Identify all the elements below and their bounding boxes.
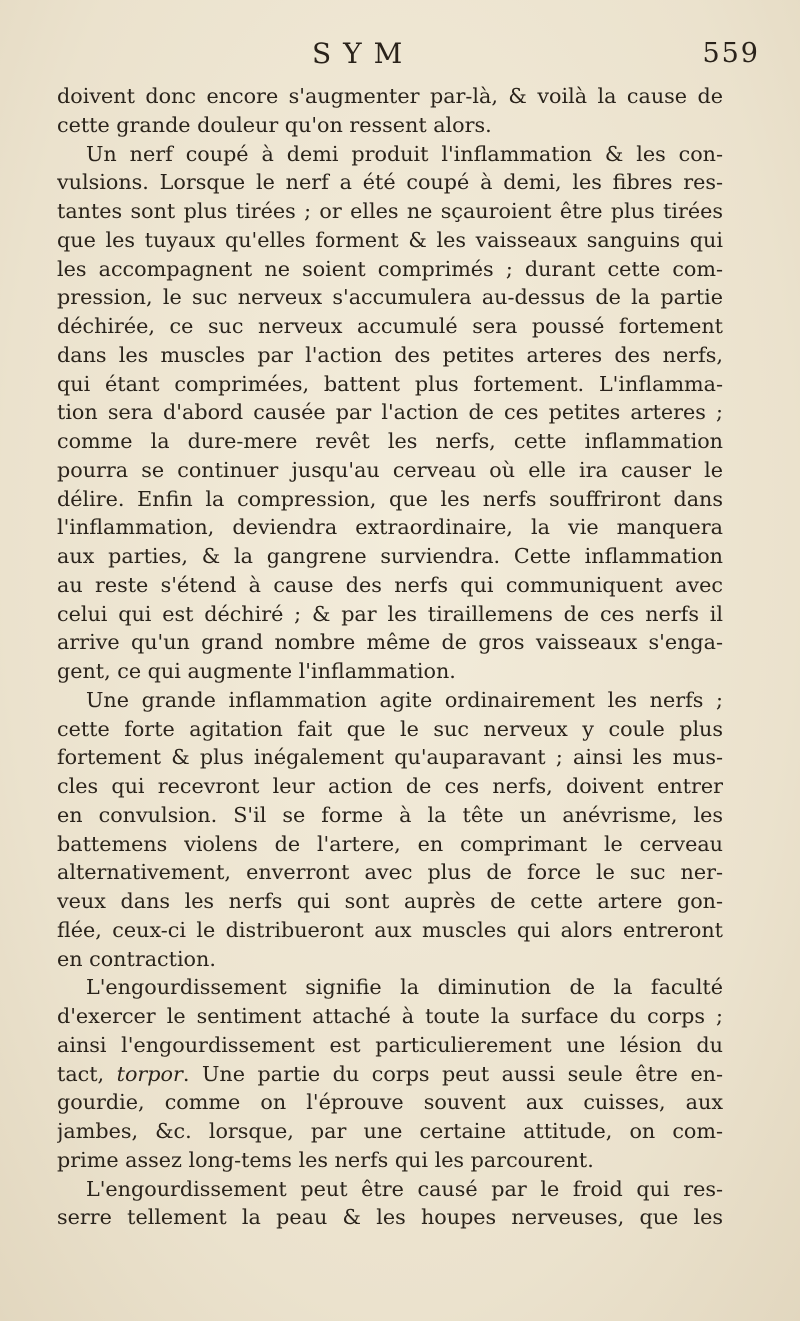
text-line: battemens violens de l'artere, en comprimant le cerveau (57, 831, 723, 856)
text-line: déchirée, ce suc nerveux accumulé sera poussé fortement (57, 314, 723, 338)
text-line: pression, le suc nerveux s'accumulera au-dessus de la partie (57, 285, 723, 310)
text-line: Une grande inflammation agite ordinairement les nerfs ; (86, 687, 723, 712)
text-line: doivent donc encore s'augmenter par-là, & voilà la cause de (57, 84, 723, 108)
text-line: pourra se continuer jusqu'au cerveau où elle ira causer le (57, 457, 723, 482)
text-line: ainsi l'engourdissement est particulierement une lésion du (57, 1032, 723, 1057)
text-line: veux dans les nerfs qui sont auprès de cette artere gon- (57, 889, 723, 913)
text-line: comme la dure-mere revêt les nerfs, cette inflammation (57, 429, 723, 453)
paragraph (57, 140, 723, 686)
text-line: au reste s'étend à cause des nerfs qui communiquent avec (57, 572, 723, 597)
paragraph (57, 82, 723, 140)
text-line: arrive qu'un grand nombre même de gros vaisseaux s'enga- (57, 630, 723, 655)
text-line: en contraction. (57, 946, 216, 971)
text-line: gent, ce qui augmente l'inflammation. (57, 659, 456, 683)
text-line: prime assez long-tems les nerfs qui les parcourent. (57, 1147, 594, 1172)
text-line: L'engourdissement signifie la diminution de la faculté (86, 975, 723, 1000)
text-line: tact, torpor. Une partie du corps peut aussi seule être en- (57, 1061, 723, 1086)
page-number: 559 (702, 38, 760, 69)
page-header (0, 36, 800, 72)
text-line: serre tellement la peau & les houpes nerveuses, que les (57, 1205, 723, 1230)
text-line: alternativement, enverront avec plus de force le suc ner- (57, 860, 723, 885)
paragraph (57, 686, 723, 974)
text-line: aux parties, & la gangrene surviendra. Cette inflammation (57, 544, 723, 568)
text-line: cette forte agitation fait que le suc nerveux y coule plus (57, 716, 723, 741)
text-line: délire. Enfin la compression, que les nerfs souffriront dans (57, 486, 723, 511)
text-line: gourdie, comme on l'éprouve souvent aux cuisses, aux (57, 1090, 723, 1115)
text-line: dans les muscles par l'action des petites arteres des nerfs, (57, 342, 723, 367)
text-line: qui étant comprimées, battent plus fortement. L'inflamma- (57, 371, 723, 396)
text-line: jambes, &c. lorsque, par une certaine attitude, on com- (57, 1119, 723, 1143)
text-line: les accompagnent ne soient comprimés ; durant cette com- (57, 256, 723, 281)
text-line: tantes sont plus tirées ; or elles ne sçauroient être plus tirées (57, 199, 723, 223)
text-line: fortement & plus inégalement qu'auparavant ; ainsi les mus- (57, 745, 723, 770)
text-body (57, 82, 723, 1232)
paragraph (57, 973, 723, 1174)
text-line: cles qui recevront leur action de ces nerfs, doivent entrer (57, 774, 723, 798)
running-head: SYM (312, 37, 415, 70)
text-line: en convulsion. S'il se forme à la tête un anévrisme, les (57, 802, 723, 827)
latin-term: torpor (116, 1061, 183, 1086)
text-line: tion sera d'abord causée par l'action de ces petites arteres ; (57, 400, 723, 425)
text-line: L'engourdissement peut être causé par le froid qui res- (86, 1176, 723, 1201)
text-line: d'exercer le sentiment attaché à toute la surface du corps ; (57, 1004, 723, 1028)
text-line: l'inflammation, deviendra extraordinaire, la vie manquera (57, 515, 723, 540)
text-line: que les tuyaux qu'elles forment & les vaisseaux sanguins qui (57, 227, 723, 252)
text-line: celui qui est déchiré ; & par les tiraillemens de ces nerfs il (57, 601, 723, 626)
text-line: cette grande douleur qu'on ressent alors. (57, 112, 492, 137)
text-line: flée, ceux-ci le distribueront aux muscles qui alors entreront (57, 917, 723, 942)
text-line: vulsions. Lorsque le nerf a été coupé à demi, les fibres res- (57, 170, 723, 195)
text-line: Un nerf coupé à demi produit l'inflammation & les con- (86, 141, 723, 166)
paragraph (57, 1175, 723, 1233)
